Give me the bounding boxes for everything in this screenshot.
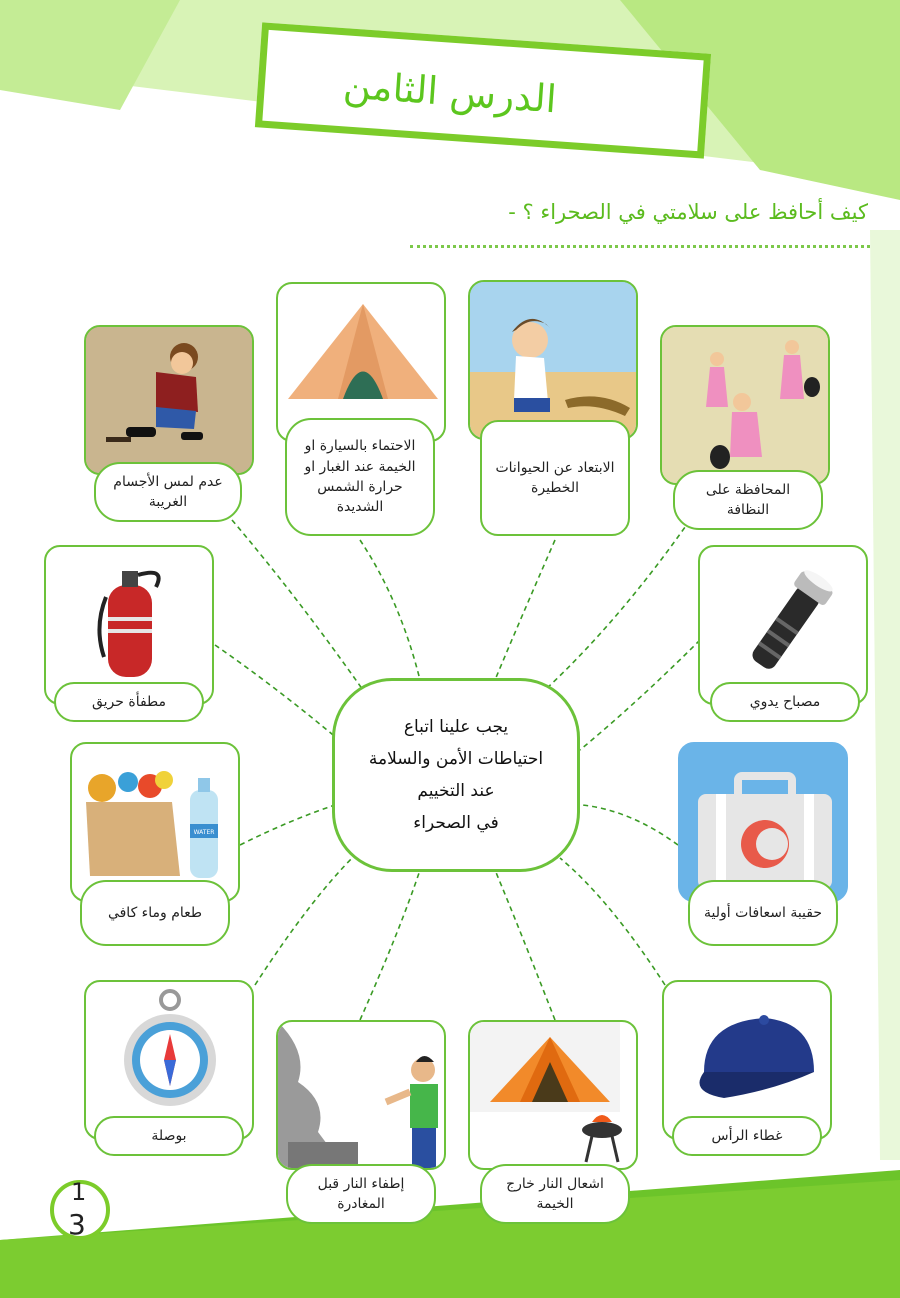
question-heading: كيف أحافظ على سلامتي في الصحراء ؟ - xyxy=(508,200,868,224)
center-line-3: عند التخييم xyxy=(417,781,495,801)
label-extinguisher: مطفأة حريق xyxy=(54,682,204,722)
center-line-4: في الصحراء xyxy=(413,813,499,833)
boy-smoke-icon xyxy=(278,1022,446,1170)
tent-grill-icon xyxy=(470,1022,638,1170)
label-objects: عدم لمس الأجسام الغريبة xyxy=(94,462,242,522)
center-line-1: يجب علينا اتباع xyxy=(403,717,509,737)
label-firepit: اشعال النار خارج الخيمة xyxy=(480,1164,630,1224)
card-objects xyxy=(84,325,254,475)
label-firstaid: حقيبة اسعافات أولية xyxy=(688,880,838,946)
boy-digging-icon xyxy=(86,327,254,475)
grocery-bag-icon xyxy=(72,744,240,902)
label-flashlight: مصباح يدوي xyxy=(710,682,860,722)
center-line-2: احتياطات الأمن والسلامة xyxy=(368,749,544,769)
label-food: طعام وماء كافي xyxy=(80,880,230,946)
card-extinguisher xyxy=(44,545,214,705)
first-aid-kit-icon xyxy=(680,744,848,902)
label-animals: الابتعاد عن الحيوانات الخطيرة xyxy=(480,420,630,536)
card-firstaid xyxy=(678,742,848,902)
card-food xyxy=(70,742,240,902)
card-putout xyxy=(276,1020,446,1170)
label-shelter: الاحتماء بالسيارة او الخيمة عند الغبار او حرارة الشمس الشديدة xyxy=(285,418,435,536)
page-number-digit-2: 3 xyxy=(68,1208,86,1241)
dotted-divider xyxy=(410,245,870,248)
card-animals xyxy=(468,280,638,440)
label-putout: إطفاء النار قبل المغادرة xyxy=(286,1164,436,1224)
children-cleaning-icon xyxy=(662,327,830,485)
water-bottle-label: WATER xyxy=(193,829,215,836)
lesson-title: الدرس الثامن xyxy=(342,62,558,122)
label-hat: غطاء الرأس xyxy=(672,1116,822,1156)
card-flashlight xyxy=(698,545,868,705)
label-compass: بوصلة xyxy=(94,1116,244,1156)
card-clean xyxy=(660,325,830,485)
card-firepit xyxy=(468,1020,638,1170)
center-bubble xyxy=(332,678,580,872)
page-number xyxy=(50,1180,110,1240)
label-clean: المحافظة على النظافة xyxy=(673,470,823,530)
boy-snake-icon xyxy=(470,282,638,440)
page-number-digit-1: 1 xyxy=(71,1178,87,1206)
